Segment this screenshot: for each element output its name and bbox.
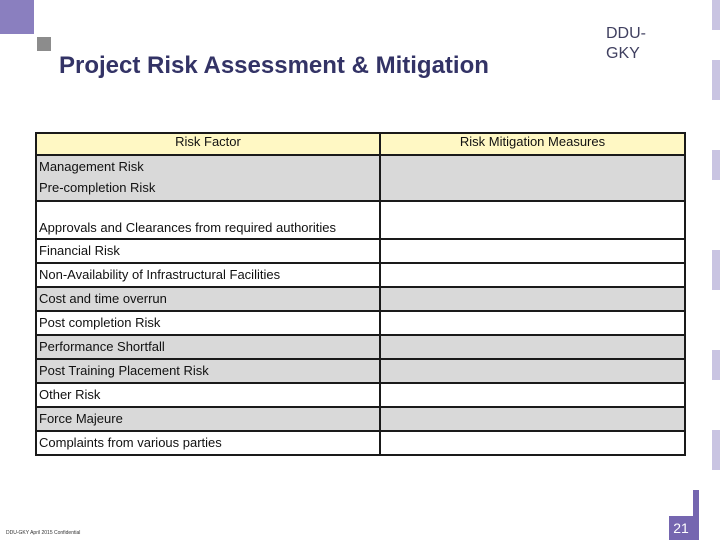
risk-factor-cell xyxy=(36,383,380,407)
risk-factor-text: Cost and time overrun xyxy=(39,291,167,306)
risk-table xyxy=(35,132,686,456)
risk-factor-cell xyxy=(36,335,380,359)
decorative-square-small xyxy=(37,37,51,51)
risk-factor-text: Other Risk xyxy=(39,387,101,402)
table-row xyxy=(36,407,685,431)
mitigation-cell xyxy=(380,431,685,455)
brand-label: DDU-GKY xyxy=(606,25,646,62)
risk-factor-text: Post Training Placement Risk xyxy=(39,363,209,378)
mitigation-cell xyxy=(380,201,685,239)
page-number: 21 xyxy=(669,516,693,540)
risk-factor-text: Management Risk xyxy=(39,159,144,174)
mitigation-cell xyxy=(380,155,685,201)
risk-factor-cell xyxy=(36,287,380,311)
mitigation-cell xyxy=(380,263,685,287)
table-row xyxy=(36,287,685,311)
risk-factor-cell xyxy=(36,359,380,383)
slide-title: Project Risk Assessment & Mitigation xyxy=(59,52,489,79)
mitigation-cell xyxy=(380,239,685,263)
risk-factor-cell xyxy=(36,407,380,431)
table-row xyxy=(36,311,685,335)
mitigation-cell xyxy=(380,287,685,311)
table-row xyxy=(36,335,685,359)
risk-factor-cell xyxy=(36,431,380,455)
table-row xyxy=(36,359,685,383)
mitigation-cell xyxy=(380,407,685,431)
risk-factor-text: Approvals and Clearances from required authorities xyxy=(39,220,336,235)
header-risk-factor: Risk Factor xyxy=(36,133,380,155)
risk-factor-text: Pre-completion Risk xyxy=(39,180,156,195)
risk-factor-text: Performance Shortfall xyxy=(39,339,165,354)
risk-factor-text: Force Majeure xyxy=(39,411,123,426)
mitigation-cell xyxy=(380,359,685,383)
mitigation-cell xyxy=(380,311,685,335)
table-row xyxy=(36,201,685,239)
table-row xyxy=(36,383,685,407)
risk-factor-text: Complaints from various parties xyxy=(39,435,222,450)
mitigation-cell xyxy=(380,335,685,359)
risk-factor-cell xyxy=(36,155,380,201)
risk-factor-cell xyxy=(36,311,380,335)
risk-factor-cell xyxy=(36,263,380,287)
risk-factor-text: Non-Availability of Infrastructural Facilities xyxy=(39,267,281,282)
decorative-square-large xyxy=(0,0,34,34)
table-row xyxy=(36,431,685,455)
table-row xyxy=(36,155,685,201)
right-decorative-bars xyxy=(712,0,720,540)
risk-factor-cell xyxy=(36,239,380,263)
risk-factor-text: Financial Risk xyxy=(39,243,120,258)
page-accent-bar xyxy=(693,490,699,540)
footer-text: DDU-GKY April 2015 Confidential xyxy=(6,530,81,536)
mitigation-cell xyxy=(380,383,685,407)
table-row xyxy=(36,263,685,287)
header-mitigation: Risk Mitigation Measures xyxy=(380,133,685,155)
table-row xyxy=(36,239,685,263)
risk-factor-text: Post completion Risk xyxy=(39,315,161,330)
risk-factor-cell xyxy=(36,201,380,239)
